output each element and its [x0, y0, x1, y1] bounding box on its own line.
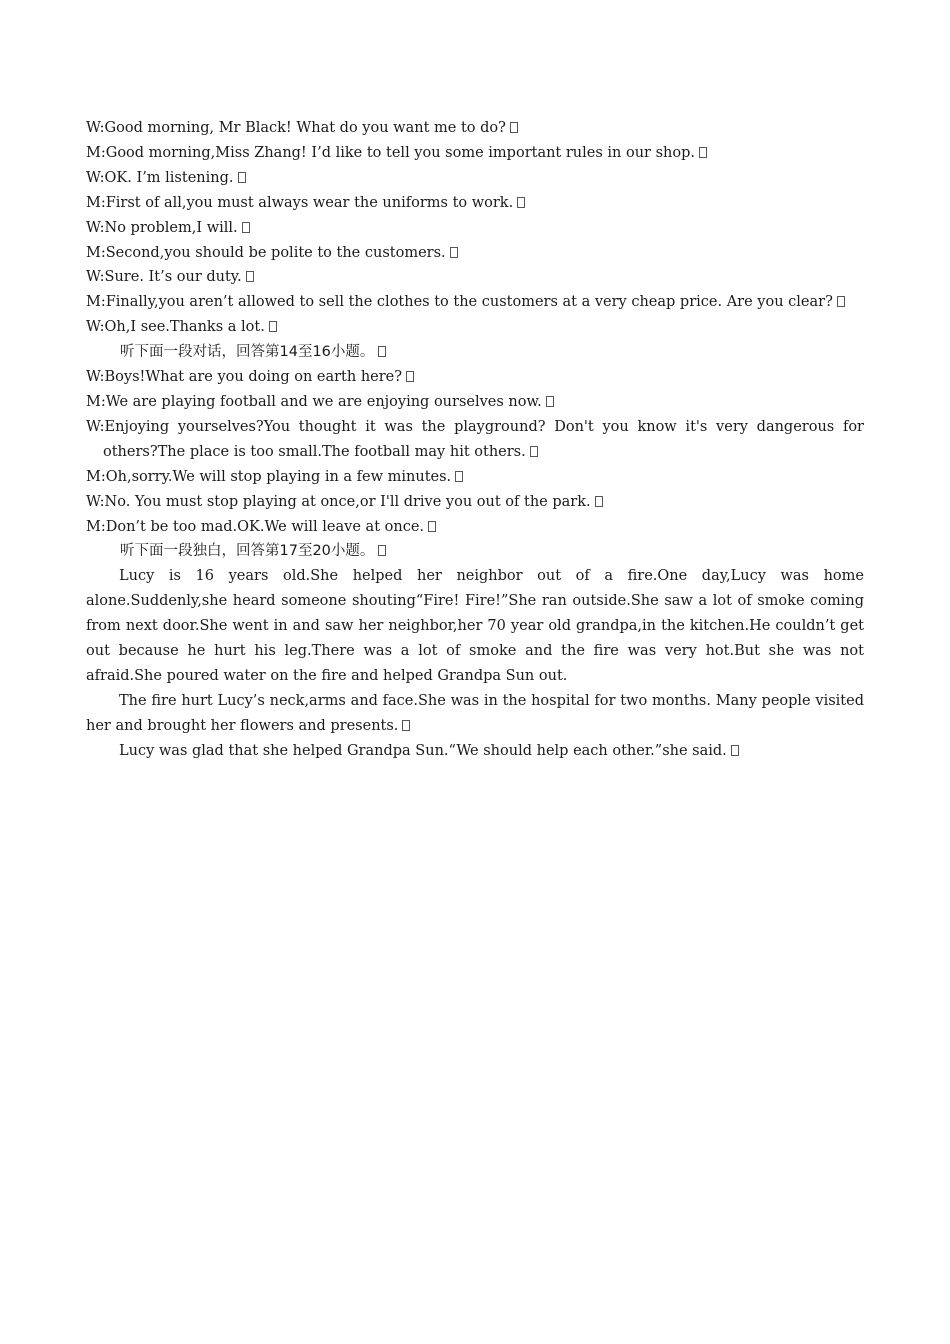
dialogue-line: W:Sure. It’s our duty. — [86, 265, 864, 290]
box-mark-icon — [837, 296, 845, 307]
box-mark-icon — [378, 346, 386, 357]
box-mark-icon — [699, 147, 707, 158]
dialogue-line: M:Oh,sorry.We will stop playing in a few minutes. — [86, 465, 864, 490]
dialogue-two — [86, 365, 864, 539]
dialogue-line: M:Second,you should be polite to the customers. — [86, 241, 864, 266]
dialogue-one — [86, 116, 864, 340]
dialogue-line: W:No problem,I will. — [86, 216, 864, 241]
dialogue-line: W:Boys!What are you doing on earth here? — [86, 365, 864, 390]
box-mark-icon — [402, 720, 410, 731]
box-mark-icon — [450, 247, 458, 258]
dialogue-line: M:We are playing football and we are enjoying ourselves now. — [86, 390, 864, 415]
dialogue-line: M:Good morning,Miss Zhang! I’d like to tell you some important rules in our shop. — [86, 141, 864, 166]
dialogue-line: M:First of all,you must always wear the uniforms to work. — [86, 191, 864, 216]
paragraph: Lucy is 16 years old.She helped her neighbor out of a fire.One day,Lucy was home alone.Suddenly,she heard someone shouting“Fire! Fire!”She ran outside.She saw a lot of smoke coming from next door.She went in and saw her neighbor,her 70 year old grandpa,in the kitchen.He couldn’t get out because he hurt his leg.There was a lot of smoke and the fire was very hot.But she was not afraid.She poured water on the fire and helped Grandpa Sun out. — [86, 568, 864, 684]
monologue — [86, 564, 864, 763]
box-mark-icon — [238, 172, 246, 183]
paragraph: Lucy was glad that she helped Grandpa Sun.“We should help each other.”she said. — [86, 739, 864, 764]
dialogue-line: M:Don’t be too mad.OK.We will leave at once. — [86, 515, 864, 540]
box-mark-icon — [269, 321, 277, 332]
dialogue-line: W:No. You must stop playing at once,or I'll drive you out of the park. — [86, 490, 864, 515]
dialogue-line: W:Good morning, Mr Black! What do you want me to do? — [86, 116, 864, 141]
box-mark-icon — [246, 271, 254, 282]
dialogue-line: W:Enjoying yourselves?You thought it was the playground? Don't you know it's very dangerous for others?The place is too small.The football may hit others. — [86, 418, 864, 460]
box-mark-icon — [406, 371, 414, 382]
box-mark-icon — [510, 122, 518, 133]
dialogue-line: W:OK. I’m listening. — [86, 166, 864, 191]
dialogue-line: W:Oh,I see.Thanks a lot. — [86, 315, 864, 340]
box-mark-icon — [546, 396, 554, 407]
box-mark-icon — [242, 222, 250, 233]
paragraph: The fire hurt Lucy’s neck,arms and face.She was in the hospital for two months. Many people visited her and brought her flowers and presents. — [86, 692, 864, 734]
box-mark-icon — [731, 745, 739, 756]
transcript-page — [86, 116, 864, 764]
section-heading: 听下面一段独白，回答第17至20小题。 — [86, 539, 864, 564]
box-mark-icon — [595, 496, 603, 507]
section-heading: 听下面一段对话，回答第14至16小题。 — [86, 340, 864, 365]
dialogue-line: M:Finally,you aren’t allowed to sell the clothes to the customers at a very cheap price. Are you clear? — [86, 290, 864, 315]
box-mark-icon — [378, 545, 386, 556]
box-mark-icon — [455, 471, 463, 482]
box-mark-icon — [517, 197, 525, 208]
box-mark-icon — [428, 521, 436, 532]
box-mark-icon — [530, 446, 538, 457]
